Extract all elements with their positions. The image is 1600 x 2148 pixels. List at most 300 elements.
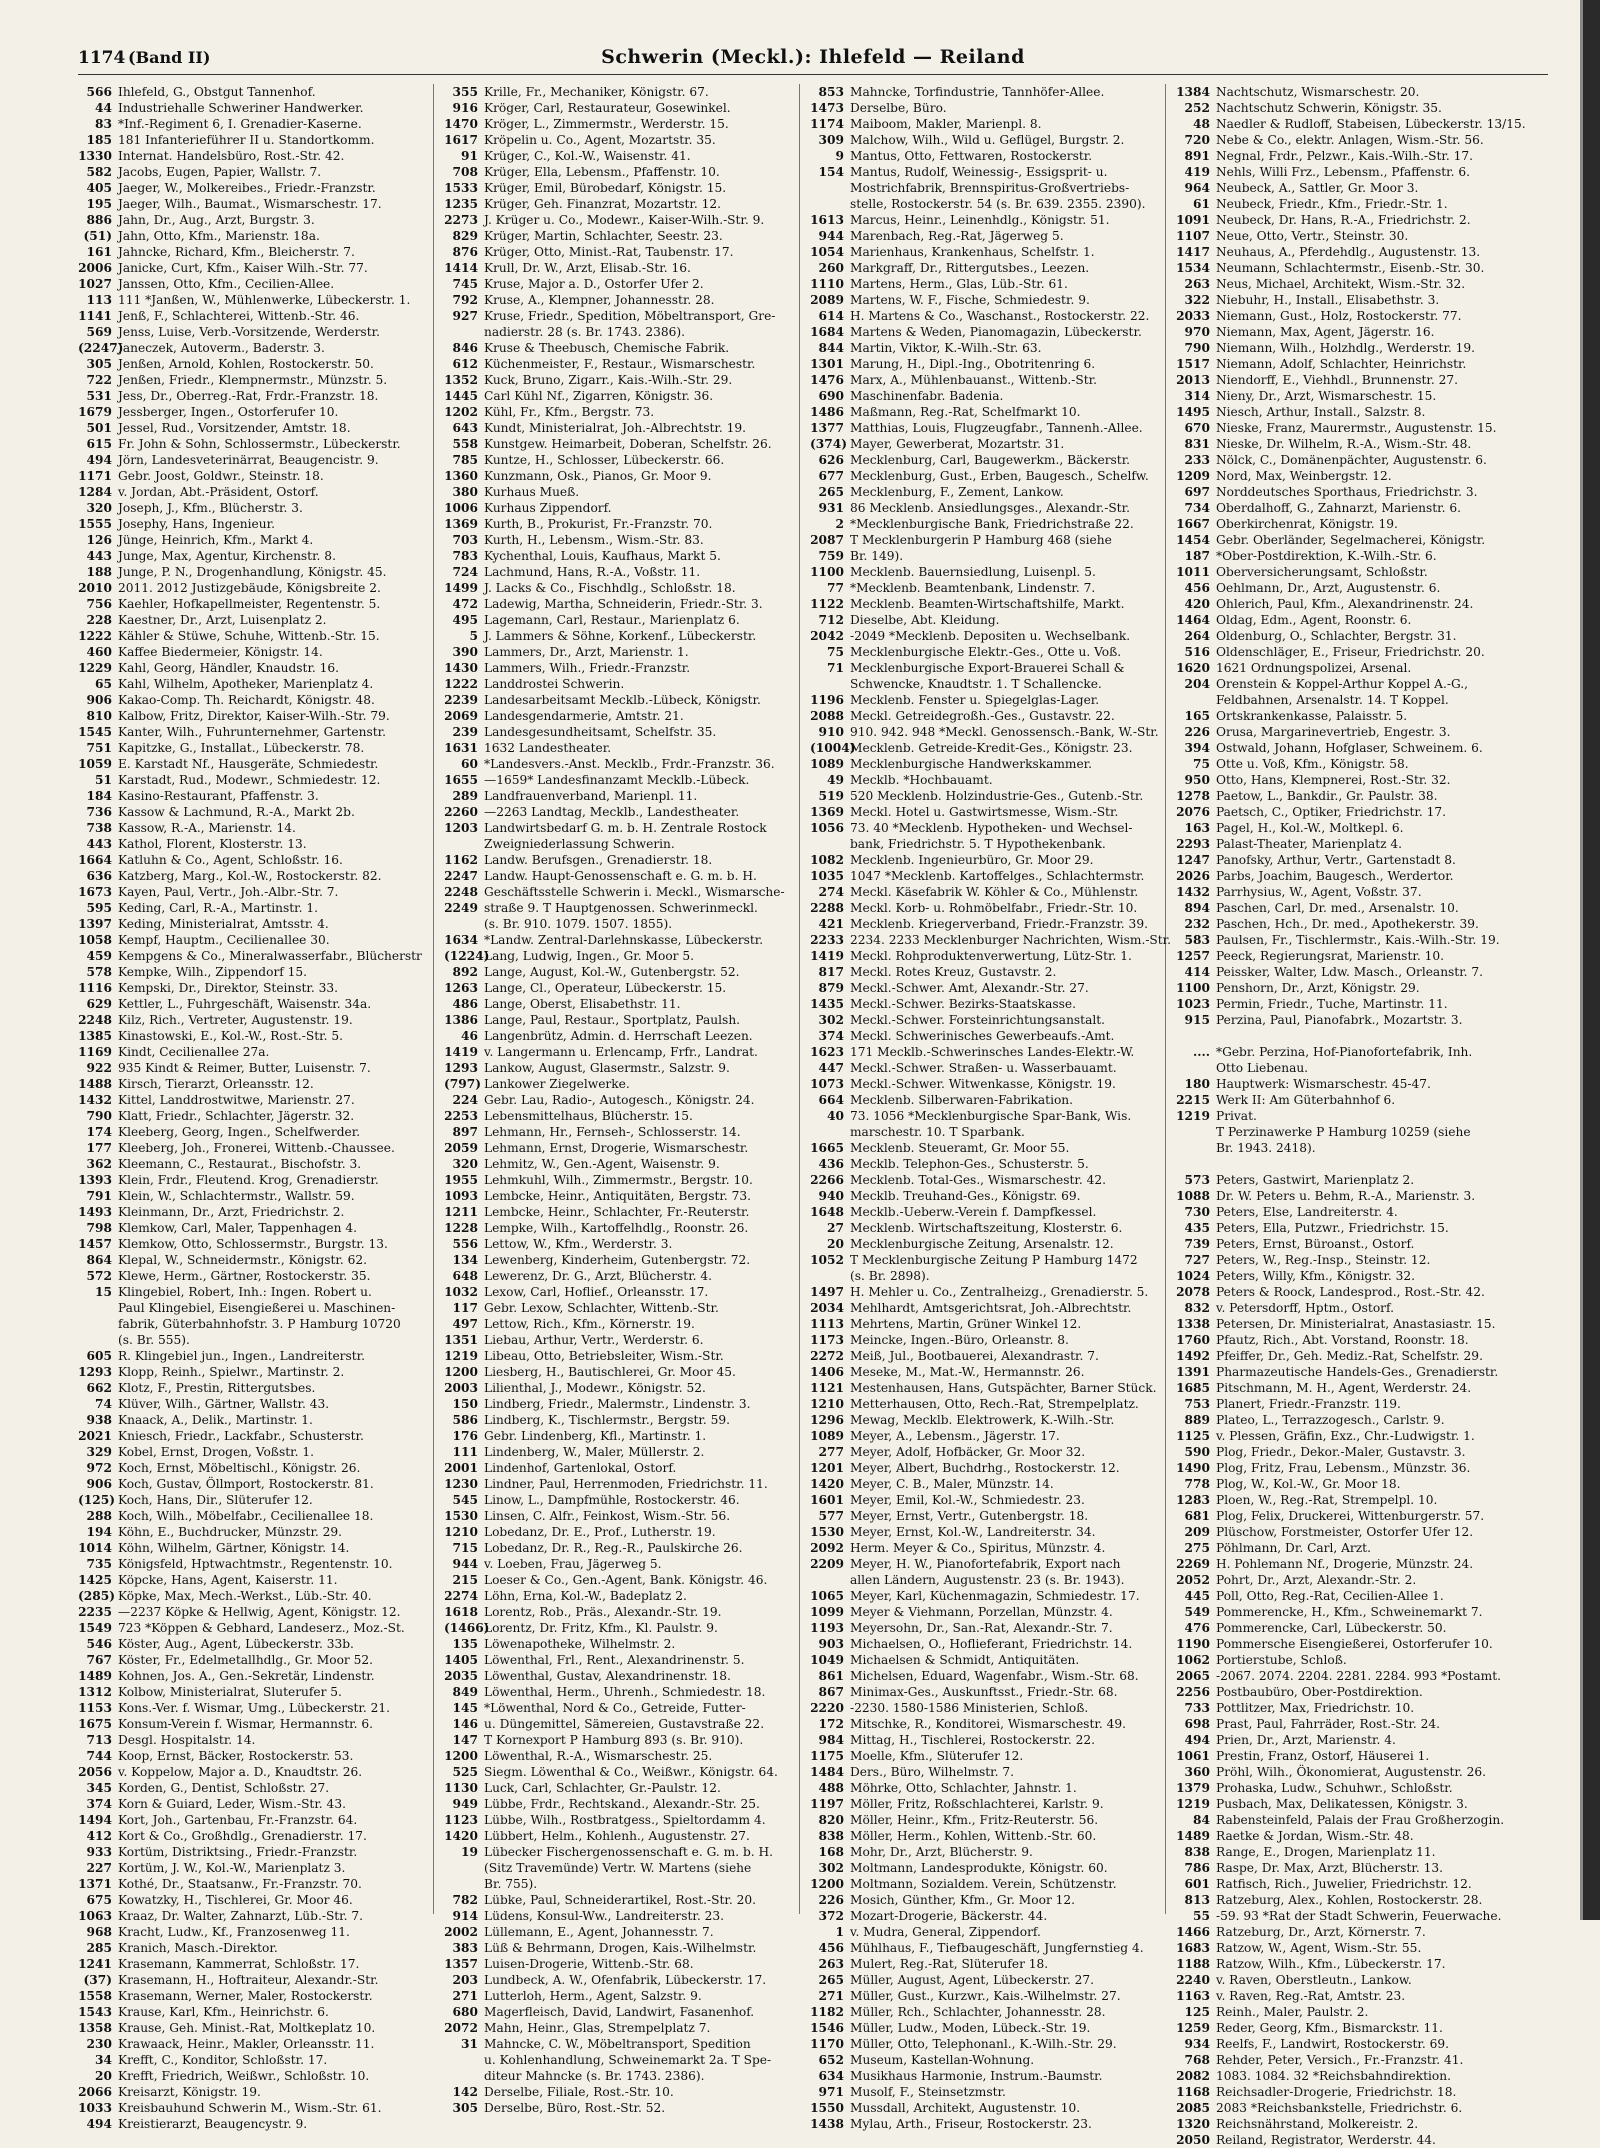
entry-number: (37)	[83, 1973, 112, 1987]
directory-entry	[444, 420, 799, 436]
directory-entry	[1176, 2084, 1548, 2100]
entry-number: 1203	[444, 821, 478, 835]
directory-entry	[1176, 1156, 1548, 1172]
directory-entry	[1176, 1572, 1548, 1588]
entry-text: Kreisarzt, Königstr. 19.	[118, 2085, 261, 2099]
entry-number: 867	[818, 1685, 844, 1699]
directory-entry	[444, 724, 799, 740]
entry-text: Kolbow, Ministerialrat, Sluterufer 5.	[118, 1685, 342, 1699]
directory-entry	[444, 1300, 799, 1316]
entry-number: 394	[1184, 741, 1210, 755]
entry-number: 146	[452, 1717, 478, 1731]
entry-number: 443	[86, 837, 112, 851]
entry-text: Kuntze, H., Schlosser, Lübeckerstr. 66.	[484, 453, 725, 467]
entry-text: *Mecklenburgische Bank, Friedrichstraße 22.	[850, 517, 1134, 531]
entry-text: Ders., Büro, Wilhelmstr. 7.	[850, 1765, 1015, 1779]
entry-number: 813	[1184, 1893, 1210, 1907]
entry-number: 355	[452, 85, 478, 99]
entry-number: 1360	[444, 469, 478, 483]
entry-text: Mecklenburg, Carl, Baugewerkm., Bäckerstr.	[850, 453, 1131, 467]
entry-text: Marenbach, Reg.-Rat, Jägerweg 5.	[850, 229, 1064, 243]
entry-number: 2293	[1176, 837, 1210, 851]
directory-entry	[810, 1108, 1165, 1124]
entry-number: 1489	[78, 1669, 112, 1683]
entry-text: Janssen, Otto, Kfm., Cecilien-Allee.	[118, 277, 335, 291]
entry-number: 1312	[78, 1685, 112, 1699]
entry-number: 713	[86, 1733, 112, 1747]
directory-entry	[810, 1268, 1165, 1284]
entry-number: 1056	[810, 821, 844, 835]
directory-entry	[78, 1140, 433, 1156]
entry-text: diteur Mahncke (s. Br. 1743. 2386).	[484, 2069, 705, 2083]
directory-entry	[810, 1332, 1165, 1348]
entry-text: Mecklb.-Ueberw.-Verein f. Dampfkessel.	[850, 1205, 1097, 1219]
entry-text: Marx, A., Mühlenbauanst., Wittenb.-Str.	[850, 373, 1098, 387]
entry-text: Marcus, Heinr., Leinenhdlg., Königstr. 51.	[850, 213, 1110, 227]
directory-entry	[78, 1108, 433, 1124]
entry-text: Ihlefeld, G., Obstgut Tannenhof.	[118, 85, 316, 99]
directory-entry	[810, 1220, 1165, 1236]
entry-number: (374)	[810, 437, 847, 451]
directory-entry	[78, 148, 433, 164]
entry-text: Landesarbeitsamt Mecklb.-Lübeck, Königstr.	[484, 693, 761, 707]
directory-entry	[444, 2084, 799, 2100]
entry-text: Landw. Berufsgen., Grenadierstr. 18.	[484, 853, 713, 867]
entry-text: Kleinmann, Dr., Arzt, Friedrichstr. 2.	[118, 1205, 345, 1219]
entry-number: 903	[818, 1637, 844, 1651]
directory-entry	[1176, 1828, 1548, 1844]
entry-number: 150	[452, 1397, 478, 1411]
directory-entry	[810, 1588, 1165, 1604]
entry-number: 1397	[78, 917, 112, 931]
entry-text: Kort, Joh., Gartenbau, Fr.-Franzstr. 64.	[118, 1813, 358, 1827]
directory-entry	[444, 1764, 799, 1780]
entry-number: 233	[1184, 453, 1210, 467]
directory-entry	[1176, 340, 1548, 356]
entry-number: 46	[461, 1029, 478, 1043]
entry-text: Kraaz, Dr. Walter, Zahnarzt, Lüb.-Str. 7.	[118, 1909, 364, 1923]
entry-text: Kurhaus Zippendorf.	[484, 501, 612, 515]
entry-text: Lammers, Wilh., Friedr.-Franzstr.	[484, 661, 691, 675]
entry-number: 1	[835, 1925, 844, 1939]
directory-entry	[810, 548, 1165, 564]
entry-number: 1618	[444, 1605, 478, 1619]
entry-text: Krasemann, H., Hoftraiteur, Alexandr.-Str.	[118, 1973, 379, 1987]
entry-number: 675	[86, 1893, 112, 1907]
entry-number: 209	[1184, 1525, 1210, 1539]
entry-number: 582	[86, 165, 112, 179]
directory-entry	[810, 1348, 1165, 1364]
directory-entry	[810, 2116, 1165, 2132]
entry-text: Lübbe, Wilh., Rostbratgess., Spieltordamm 4.	[484, 1813, 766, 1827]
entry-number: 1338	[1176, 1317, 1210, 1331]
entry-text: Klewe, Herm., Gärtner, Rostockerstr. 35.	[118, 1269, 371, 1283]
entry-text: Lobedanz, Dr. R., Reg.-R., Paulskirche 26.	[484, 1541, 743, 1555]
entry-text: Schwencke, Knaudtstr. 1. T Schallencke.	[850, 677, 1102, 691]
entry-number: 362	[86, 1157, 112, 1171]
entry-text: v. Jordan, Abt.-Präsident, Ostorf.	[118, 485, 319, 499]
entry-number: 5	[469, 629, 478, 643]
entry-text: Kühl, Fr., Kfm., Bergstr. 73.	[484, 405, 655, 419]
entry-number: 443	[86, 549, 112, 563]
directory-entry	[810, 1188, 1165, 1204]
entry-number: 309	[818, 133, 844, 147]
entry-number: 1235	[444, 197, 478, 211]
directory-entry	[78, 2100, 433, 2116]
directory-entry	[444, 212, 799, 228]
directory-entry	[1176, 1028, 1548, 1044]
directory-entry	[78, 1156, 433, 1172]
entry-number: 501	[86, 421, 112, 435]
entry-text: Klotz, F., Prestin, Rittergutsbes.	[118, 1381, 316, 1395]
directory-entry	[78, 2068, 433, 2084]
entry-number: 27	[827, 1221, 844, 1235]
directory-entry	[810, 1652, 1165, 1668]
entry-text: Malchow, Wilh., Wild u. Geflügel, Burgstr. 2.	[850, 133, 1125, 147]
directory-entry	[444, 1732, 799, 1748]
directory-entry	[1176, 1924, 1548, 1940]
entry-number: 785	[452, 453, 478, 467]
entry-number: 1197	[810, 1797, 844, 1811]
entry-text: Mulert, Reg.-Rat, Slüterufer 18.	[850, 1957, 1049, 1971]
entry-number: 768	[1184, 2053, 1210, 2067]
entry-number: 2026	[1176, 869, 1210, 883]
entry-number: 734	[1184, 501, 1210, 515]
entry-number: 1011	[1176, 565, 1210, 579]
directory-entry	[810, 1540, 1165, 1556]
directory-entry	[444, 276, 799, 292]
directory-entry	[1176, 628, 1548, 644]
entry-number: 722	[86, 373, 112, 387]
entry-number: 1065	[810, 1589, 844, 1603]
entry-text: Keding, Ministerialrat, Amtsstr. 4.	[118, 917, 329, 931]
entry-text: Ratzow, Wilh., Kfm., Lübeckerstr. 17.	[1216, 1957, 1446, 1971]
directory-entry	[810, 1940, 1165, 1956]
entry-number: 265	[818, 485, 844, 499]
entry-text: Mecklenb. Fenster u. Spiegelglas-Lager.	[850, 693, 1100, 707]
directory-entry	[1176, 1844, 1548, 1860]
entry-text: Lehmitz, W., Gen.-Agent, Waisenstr. 9.	[484, 1157, 720, 1171]
directory-entry	[78, 1924, 433, 1940]
directory-entry	[444, 196, 799, 212]
directory-entry	[1176, 1732, 1548, 1748]
directory-entry	[78, 564, 433, 580]
entry-text: Klein, Frdr., Fleutend. Krog, Grenadierstr.	[118, 1173, 379, 1187]
directory-entry	[444, 1796, 799, 1812]
entry-number: 15	[95, 1285, 112, 1299]
directory-entry	[810, 196, 1165, 212]
entry-text: 1621 Ordnungspolizei, Arsenal.	[1216, 661, 1412, 675]
directory-entry	[810, 1604, 1165, 1620]
entry-text: fabrik, Güterbahnhofstr. 3. P Hamburg 10720	[118, 1317, 401, 1331]
entry-text: Peters, W., Reg.-Insp., Steinstr. 12.	[1216, 1253, 1431, 1267]
entry-text: Möhrke, Otto, Schlachter, Jahnstr. 1.	[850, 1781, 1077, 1795]
entry-number: 126	[86, 533, 112, 547]
entry-number: 1301	[810, 357, 844, 371]
entry-number: 751	[86, 741, 112, 755]
entry-text: *Mecklenb. Beamtenbank, Lindenstr. 7.	[850, 581, 1096, 595]
entry-number: 111	[452, 1445, 478, 1459]
entry-number: 1655	[444, 773, 478, 787]
directory-entry	[78, 372, 433, 388]
entry-number: 204	[1184, 677, 1210, 691]
entry-number: 829	[452, 229, 478, 243]
entry-text: Martens & Weden, Pianomagazin, Lübeckerstr.	[850, 325, 1142, 339]
entry-text: Br. 755).	[484, 1877, 538, 1891]
directory-entry	[444, 404, 799, 420]
entry-number: 652	[818, 2053, 844, 2067]
entry-text: Gebr. Lindenberg, Kfl., Martinstr. 1.	[484, 1429, 707, 1443]
directory-entry	[1176, 612, 1548, 628]
entry-text: Meseke, M., Mat.-W., Hermannstr. 26.	[850, 1365, 1085, 1379]
entry-text: Meyersohn, Dr., San.-Rat, Alexandr.-Str. 7.	[850, 1621, 1113, 1635]
entry-text: Moltmann, Landesprodukte, Königstr. 60.	[850, 1861, 1108, 1875]
entry-number: 944	[818, 229, 844, 243]
entry-number: 1296	[810, 1413, 844, 1427]
entry-text: Mecklenburgische Zeitung, Arsenalstr. 12.	[850, 1237, 1114, 1251]
entry-text: Lankower Ziegelwerke.	[484, 1077, 630, 1091]
entry-text: Joseph, J., Kfm., Blücherstr. 3.	[118, 501, 303, 515]
entry-text: H. Pohlemann Nf., Drogerie, Münzstr. 24.	[1216, 1557, 1474, 1571]
directory-entry	[1176, 1396, 1548, 1412]
entry-number: 910	[818, 725, 844, 739]
entry-text: Kinastowski, E., Kol.-W., Rost.-Str. 5.	[118, 1029, 343, 1043]
directory-entry	[1176, 1268, 1548, 1284]
directory-entry	[1176, 1796, 1548, 1812]
entry-number: 1631	[444, 741, 478, 755]
directory-entry	[444, 916, 799, 932]
entry-text: Marung, H., Dipl.-Ing., Obotritenring 6.	[850, 357, 1096, 371]
entry-number: 1369	[810, 805, 844, 819]
directory-entry	[810, 708, 1165, 724]
entry-text: Koch, Gustav, Öllmport, Rostockerstr. 81.	[118, 1477, 374, 1491]
directory-entry	[78, 756, 433, 772]
entry-number: 1955	[444, 1173, 478, 1187]
entry-text: Norddeutsches Sporthaus, Friedrichstr. 3.	[1216, 485, 1478, 499]
directory-entry	[444, 836, 799, 852]
entry-number: 1175	[810, 1749, 844, 1763]
entry-text: Krefft, C., Konditor, Schloßstr. 17.	[118, 2053, 328, 2067]
entry-number: (285)	[78, 1589, 115, 1603]
directory-entry	[78, 916, 433, 932]
entry-text: Lange, Oberst, Elisabethstr. 11.	[484, 997, 681, 1011]
entry-text: Jenß, F., Schlachterei, Wittenb.-Str. 46.	[118, 309, 360, 323]
entry-number: 1425	[78, 1573, 112, 1587]
entry-number: 1493	[78, 1205, 112, 1219]
entry-number: 798	[86, 1221, 112, 1235]
directory-entry	[1176, 772, 1548, 788]
entry-number: 142	[452, 2085, 478, 2099]
entry-text: Nebe & Co., elektr. Anlagen, Wism.-Str. 56.	[1216, 133, 1484, 147]
entry-number: 2013	[1176, 373, 1210, 387]
directory-entry	[78, 1828, 433, 1844]
entry-number: 1284	[78, 485, 112, 499]
entry-text: Lehmkuhl, Wilh., Zimmermstr., Bergstr. 10.	[484, 1173, 753, 1187]
entry-number: 320	[452, 1157, 478, 1171]
entry-number: 1196	[810, 693, 844, 707]
entry-number: 730	[1184, 1205, 1210, 1219]
directory-entry	[444, 1780, 799, 1796]
entry-number: 566	[86, 85, 112, 99]
entry-text: Postbaubüro, Ober-Postdirektion.	[1216, 1685, 1423, 1699]
directory-entry	[78, 1204, 433, 1220]
directory-entry	[810, 484, 1165, 500]
entry-number: 906	[86, 1477, 112, 1491]
directory-entry	[444, 1348, 799, 1364]
entry-number: 495	[452, 613, 478, 627]
entry-number: 1091	[1176, 213, 1210, 227]
entry-text: Lindberg, K., Tischlermstr., Bergstr. 59.	[484, 1413, 731, 1427]
entry-number: 125	[1184, 2005, 1210, 2019]
entry-text: Desgl. Hospitalstr. 14.	[118, 1733, 256, 1747]
directory-entry	[810, 1828, 1165, 1844]
entry-text: Mecklenburgische Elektr.-Ges., Otte u. Voß.	[850, 645, 1122, 659]
entry-number: 165	[1184, 709, 1210, 723]
directory-entry	[444, 1604, 799, 1620]
entry-text: Lübbe, Frdr., Rechtskand., Alexandr.-Str. 25.	[484, 1797, 760, 1811]
directory-entry	[810, 1236, 1165, 1252]
entry-number: 135	[452, 1637, 478, 1651]
entry-text: Mecklenb. Kriegerverband, Friedr.-Franzstr. 39.	[850, 917, 1148, 931]
entry-number: 817	[818, 965, 844, 979]
directory-entry	[1176, 100, 1548, 116]
entry-text: 2234. 2233 Mecklenburger Nachrichten, Wism.-Str.	[850, 933, 1172, 947]
directory-entry	[1176, 1764, 1548, 1780]
directory-entry	[810, 228, 1165, 244]
directory-entry	[810, 292, 1165, 308]
entry-text: Krüger, Ella, Lebensm., Pfaffenstr. 10.	[484, 165, 720, 179]
directory-entry	[444, 1972, 799, 1988]
entry-number: 972	[86, 1461, 112, 1475]
entry-text: Müller, August, Agent, Lübeckerstr. 27.	[850, 1973, 1095, 1987]
entry-number: 698	[1184, 1717, 1210, 1731]
entry-number: 1122	[810, 597, 844, 611]
entry-text: Lutterloh, Herm., Agent, Salzstr. 9.	[484, 1989, 702, 2003]
entry-text: Jenßen, Arnold, Kohlen, Rostockerstr. 50.	[118, 357, 374, 371]
entry-number: 20	[95, 2069, 112, 2083]
entry-text: Mecklenb. Total-Ges., Wismarschestr. 42.	[850, 1173, 1106, 1187]
directory-entry	[810, 1316, 1165, 1332]
entry-number: 720	[1184, 133, 1210, 147]
entry-text: Petersen, Dr. Ministerialrat, Anastasiastr. 15.	[1216, 1317, 1496, 1331]
entry-number: 488	[818, 1781, 844, 1795]
directory-entry	[444, 2020, 799, 2036]
entry-number: 636	[86, 869, 112, 883]
entry-number: 1420	[810, 1477, 844, 1491]
entry-text: 1047 *Mecklenb. Kartoffelges., Schlachtermstr.	[850, 869, 1145, 883]
entry-text: v. Koppelow, Major a. D., Knaudtstr. 26.	[118, 1765, 363, 1779]
directory-entry	[78, 1860, 433, 1876]
scan-edge	[1580, 0, 1600, 1920]
directory-entry	[78, 1364, 433, 1380]
entry-text: Reinh., Maler, Paulstr. 2.	[1216, 2005, 1369, 2019]
entry-number: 2260	[444, 805, 478, 819]
entry-number: 1228	[444, 1221, 478, 1235]
entry-text: 1632 Landestheater.	[484, 741, 612, 755]
entry-number: 1032	[444, 1285, 478, 1299]
entry-text: 73. 1056 *Mecklenburgische Spar-Bank, Wis.	[850, 1109, 1132, 1123]
directory-entry	[444, 84, 799, 100]
entry-text: Oberversicherungsamt, Schloßstr.	[1216, 565, 1428, 579]
entry-text: Rabensteinfeld, Palais der Frau Großherzogin.	[1216, 1813, 1505, 1827]
directory-entry	[1176, 1044, 1548, 1060]
entry-number: 1457	[78, 1237, 112, 1251]
entry-text: Kychenthal, Louis, Kaufhaus, Markt 5.	[484, 549, 721, 563]
entry-number: 1125	[1176, 1429, 1210, 1443]
directory-entry	[78, 276, 433, 292]
directory-entry	[1176, 964, 1548, 980]
entry-number: 232	[1184, 917, 1210, 931]
entry-text: Pommerencke, H., Kfm., Schweinemarkt 7.	[1216, 1605, 1483, 1619]
entry-text: Paetsch, C., Optiker, Friedrichstr. 17.	[1216, 805, 1446, 819]
entry-text: Kruse, A., Klempner, Johannesstr. 28.	[484, 293, 715, 307]
entry-text: Kayen, Paul, Vertr., Joh.-Albr.-Str. 7.	[118, 885, 339, 899]
directory-entry	[444, 692, 799, 708]
entry-number: 739	[1184, 1237, 1210, 1251]
entry-number: 938	[86, 1413, 112, 1427]
entry-text: Luck, Carl, Schlachter, Gr.-Paulstr. 12.	[484, 1781, 721, 1795]
entry-number: 345	[86, 1781, 112, 1795]
entry-text: Industriehalle Schweriner Handwerker.	[118, 101, 364, 115]
entry-number: 783	[452, 549, 478, 563]
directory-entry	[78, 356, 433, 372]
entry-text: Kortüm, Distriktsing., Friedr.-Franzstr.	[118, 1845, 358, 1859]
directory-entry	[444, 1988, 799, 2004]
directory-entry	[444, 1268, 799, 1284]
entry-number: 1259	[1176, 2021, 1210, 2035]
directory-entry	[1176, 2116, 1548, 2132]
directory-entry	[78, 1876, 433, 1892]
entry-text: Kahl, Georg, Händler, Knaudstr. 16.	[118, 661, 340, 675]
entry-text: Jaeger, Wilh., Baumat., Wismarschestr. 17.	[118, 197, 382, 211]
entry-number: 1545	[78, 725, 112, 739]
entry-number: 494	[86, 453, 112, 467]
directory-entry	[1176, 724, 1548, 740]
directory-entry	[810, 1780, 1165, 1796]
entry-text: Krüger, Martin, Schlachter, Seestr. 23.	[484, 229, 723, 243]
directory-entry	[78, 420, 433, 436]
entry-text: Kobel, Ernst, Drogen, Voßstr. 1.	[118, 1445, 314, 1459]
directory-entry	[1176, 980, 1548, 996]
directory-entry	[1176, 884, 1548, 900]
entry-number: 2249	[444, 901, 478, 915]
directory-entry	[1176, 420, 1548, 436]
entry-number: 2233	[810, 933, 844, 947]
directory-entry	[444, 516, 799, 532]
directory-entry	[810, 596, 1165, 612]
directory-entry	[78, 180, 433, 196]
directory-entry	[1176, 180, 1548, 196]
entry-number: 708	[452, 165, 478, 179]
directory-entry	[78, 580, 433, 596]
entry-text: Mantus, Rudolf, Weinessig-, Essigsprit- u.	[850, 165, 1108, 179]
entry-text: Mewag, Mecklb. Elektrowerk, K.-Wilh.-Str.	[850, 1413, 1115, 1427]
entry-text: Köhn, Wilhelm, Gärtner, Königstr. 14.	[118, 1541, 350, 1555]
entry-text: Lagemann, Carl, Restaur., Marienplatz 6.	[484, 613, 740, 627]
entry-number: 1100	[810, 565, 844, 579]
entry-number: 519	[818, 789, 844, 803]
entry-number: 374	[86, 1797, 112, 1811]
directory-entry	[1176, 116, 1548, 132]
entry-text: Paschen, Hch., Dr. med., Apothekerstr. 39.	[1216, 917, 1479, 931]
entry-number: 1432	[78, 1093, 112, 1107]
entry-text: Krull, Dr. W., Arzt, Elisab.-Str. 16.	[484, 261, 691, 275]
entry-text: Plog, W., Kol.-W., Gr. Moor 18.	[1216, 1477, 1401, 1491]
entry-text: Kurth, H., Lebensm., Wism.-Str. 83.	[484, 533, 704, 547]
entry-text: Hauptwerk: Wismarschestr. 45-47.	[1216, 1077, 1431, 1091]
entry-number: 48	[1193, 117, 1210, 131]
directory-entry	[444, 436, 799, 452]
